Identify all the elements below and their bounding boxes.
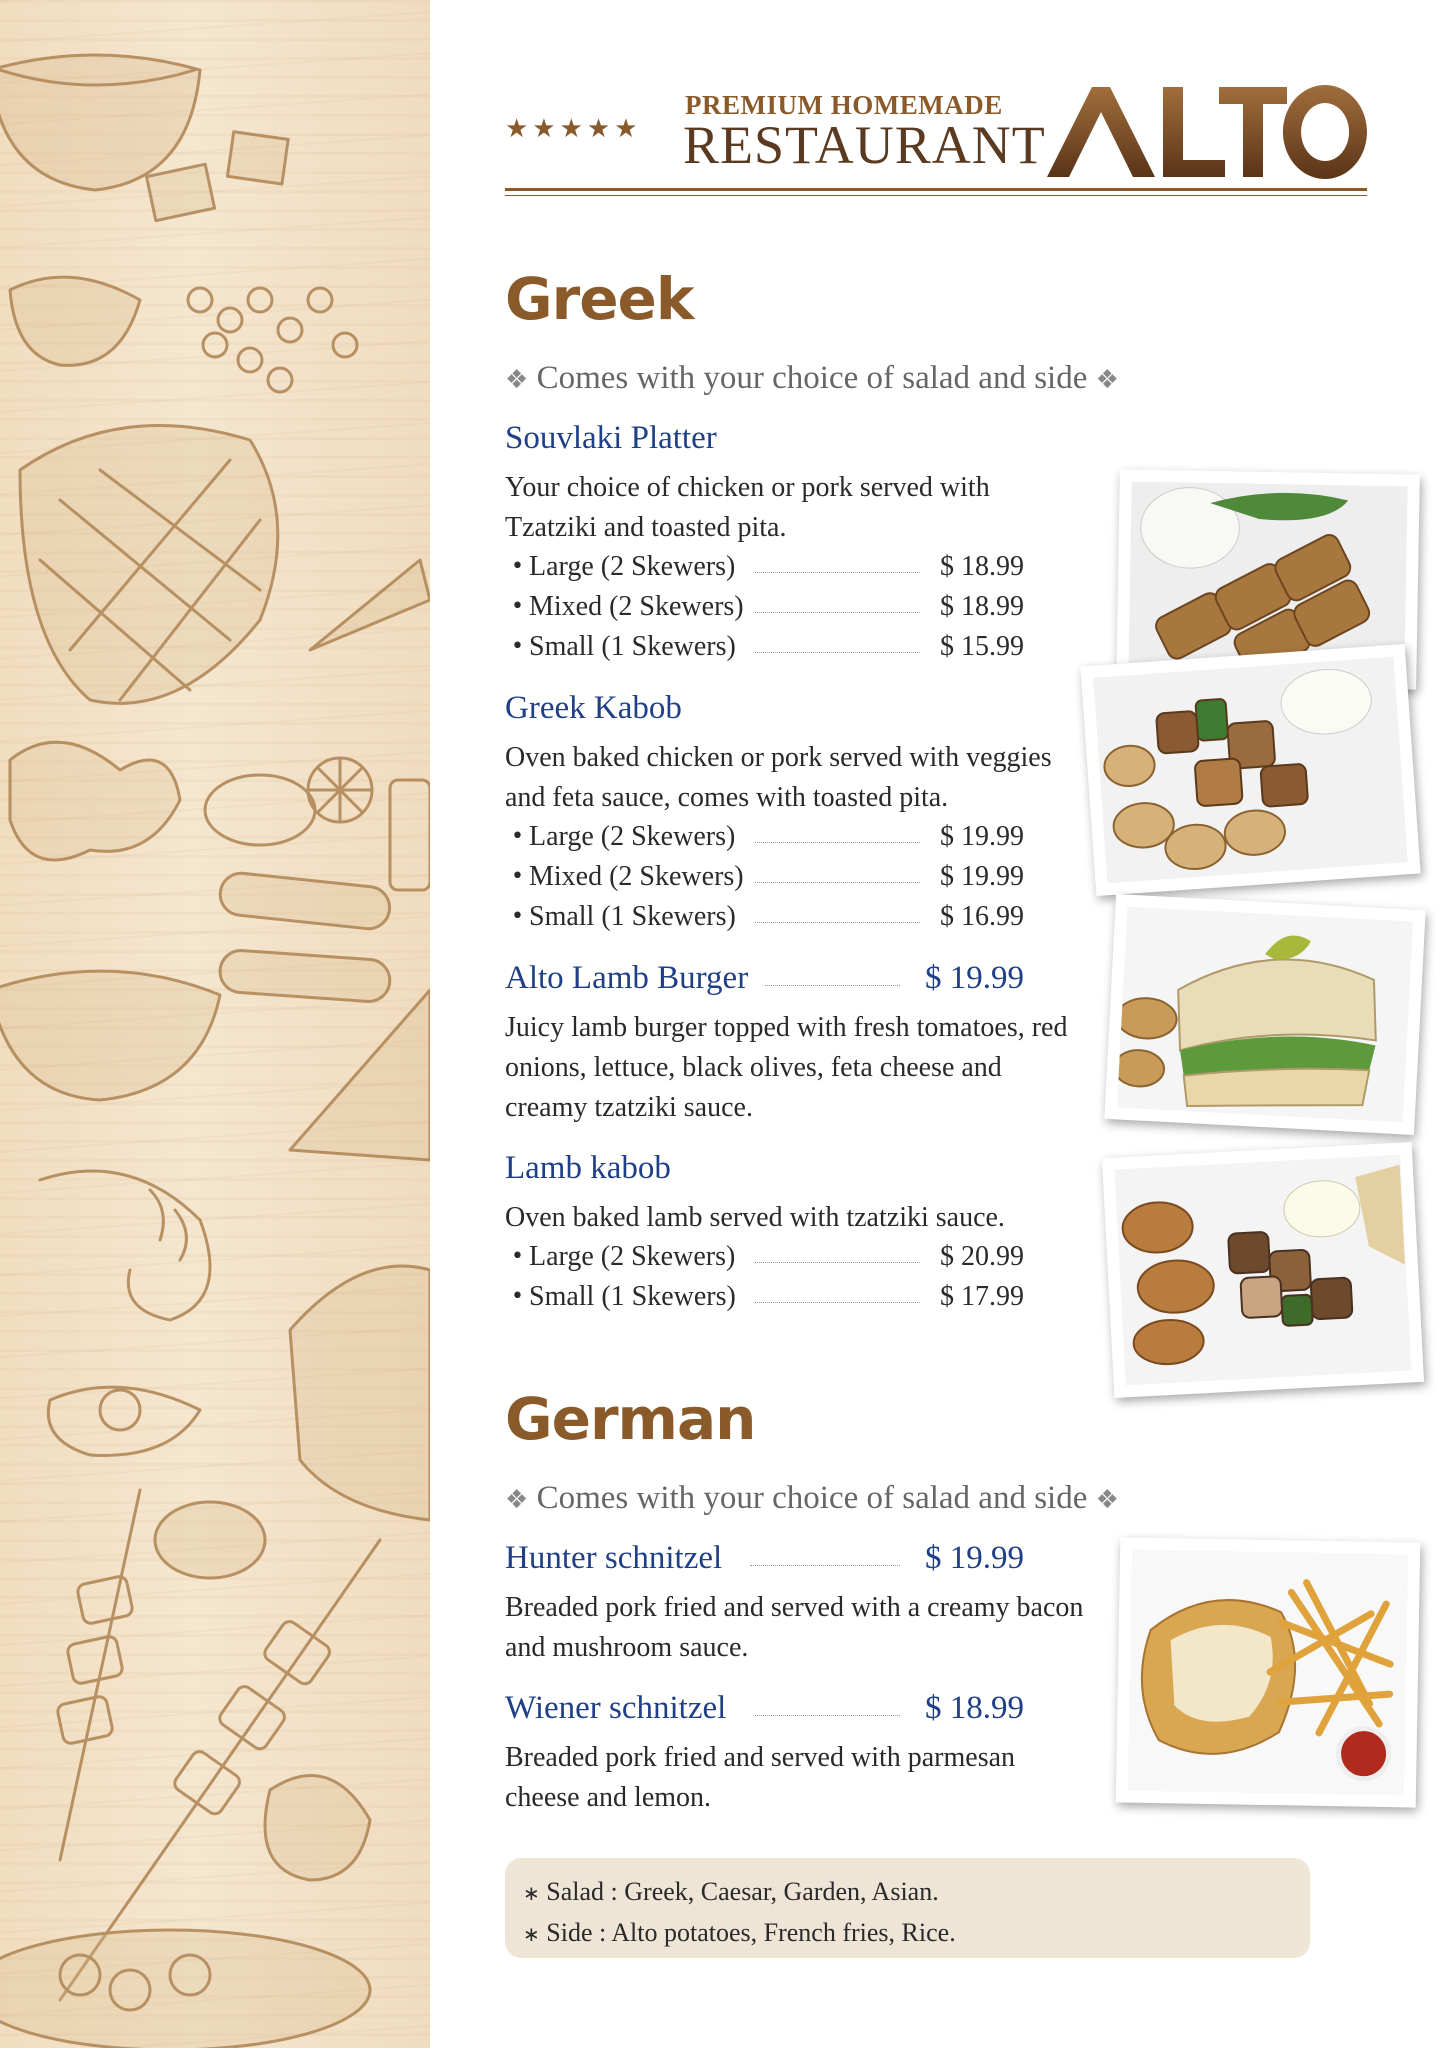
menu-item-name: Alto Lamb Burger [505, 960, 749, 996]
section-note-greek [505, 360, 1119, 397]
price-option [505, 817, 1025, 857]
menu-item-name: Hunter schnitzel [505, 1540, 723, 1576]
menu-item-description: Breaded pork fried and served with a creamy bacon and mushroom sauce. [505, 1592, 1084, 1663]
alto-logo [1047, 82, 1367, 182]
dotted-leader [750, 1565, 900, 1566]
bullet-icon: • [511, 864, 524, 889]
dotted-leader [755, 652, 920, 653]
section-title-greek: Greek [505, 265, 694, 333]
dotted-leader [755, 1262, 920, 1263]
price-option [505, 857, 1025, 897]
salad-note: ∗ Salad : Greek, Caesar, Garden, Asian. [523, 1877, 939, 1906]
bullet-icon: • [511, 1284, 524, 1309]
ornament-icon: ❖ [1095, 1485, 1119, 1515]
option-label: Large (2 Skewers) [529, 1241, 736, 1272]
option-price: $ 15.99 [940, 631, 1024, 662]
option-price: $ 17.99 [940, 1281, 1024, 1312]
bullet-icon: • [511, 824, 524, 849]
option-price: $ 18.99 [940, 591, 1024, 622]
menu-item-description: Your choice of chicken or pork served with Tzatziki and toasted pita. [505, 472, 990, 543]
ornament-icon: ❖ [505, 365, 529, 395]
option-price: $ 16.99 [940, 901, 1024, 932]
bullet-icon: • [511, 594, 524, 619]
dotted-leader [755, 882, 920, 883]
header-restaurant-word: RESTAURANT [683, 115, 1046, 175]
note-text: Comes with your choice of salad and side [536, 1480, 1088, 1516]
section-note-german [505, 1480, 1119, 1517]
menu-item-name: Greek Kabob [505, 690, 682, 726]
food-sketch-illustrations [0, 0, 430, 2048]
salad-side-notes [505, 1858, 1310, 1958]
lamb-burger-image [1117, 907, 1413, 1123]
greek-kabob-image [1093, 657, 1408, 883]
lamb-kabob-photo [1102, 1142, 1424, 1398]
option-label: Small (1 Skewers) [529, 901, 736, 932]
note-text: Comes with your choice of salad and side [536, 360, 1088, 396]
side-note: ∗ Side : Alto potatoes, French fries, Rice. [523, 1918, 956, 1947]
option-label: Large (2 Skewers) [529, 821, 736, 852]
bullet-icon: • [511, 634, 524, 659]
menu-item-price: $ 19.99 [925, 960, 1024, 996]
bullet-icon: • [511, 1244, 524, 1269]
menu-item-name: Wiener schnitzel [505, 1690, 727, 1726]
menu-item-price: $ 19.99 [925, 1540, 1024, 1576]
option-price: $ 19.99 [940, 861, 1024, 892]
decorative-wood-panel [0, 0, 430, 2048]
option-label: Large (2 Skewers) [529, 551, 736, 582]
dotted-leader [765, 985, 900, 986]
ornament-icon: ❖ [505, 1485, 529, 1515]
option-price: $ 20.99 [940, 1241, 1024, 1272]
dotted-leader [755, 1302, 920, 1303]
menu-item-name: Souvlaki Platter [505, 420, 717, 456]
dotted-leader [755, 922, 920, 923]
section-title-german: German [505, 1385, 756, 1453]
menu-item-description: Oven baked lamb served with tzatziki sauce. [505, 1202, 1005, 1233]
dotted-leader [755, 612, 920, 613]
menu-item-price: $ 18.99 [925, 1690, 1024, 1726]
asterisk-icon: ∗ [523, 1881, 540, 1905]
lamb-kabob-image [1115, 1155, 1412, 1386]
schnitzel-image [1128, 1550, 1408, 1796]
schnitzel-photo [1116, 1537, 1421, 1807]
price-option [505, 897, 1025, 937]
option-price: $ 19.99 [940, 821, 1024, 852]
price-option [505, 1237, 1025, 1277]
header-divider [505, 188, 1367, 196]
price-option [505, 627, 1025, 667]
option-price: $ 18.99 [940, 551, 1024, 582]
header-tagline: PREMIUM HOMEMADE [685, 90, 1003, 120]
price-option [505, 587, 1025, 627]
option-label: Mixed (2 Skewers) [529, 591, 744, 622]
price-option [505, 1277, 1025, 1317]
bullet-icon: • [511, 904, 524, 929]
dotted-leader [755, 842, 920, 843]
ornament-icon: ❖ [1095, 365, 1119, 395]
menu-item-description: Oven baked chicken or pork served with veggies and feta sauce, comes with toasted pita. [505, 742, 1052, 813]
lamb-burger-photo [1104, 894, 1425, 1135]
option-label: Small (1 Skewers) [529, 1281, 736, 1312]
restaurant-header [505, 78, 1367, 198]
option-label: Mixed (2 Skewers) [529, 861, 744, 892]
greek-kabob-photo [1080, 644, 1420, 896]
bullet-icon: • [511, 554, 524, 579]
asterisk-icon: ∗ [523, 1922, 540, 1946]
menu-item-description: Breaded pork fried and served with parmesan cheese and lemon. [505, 1742, 1016, 1813]
menu-item-description: Juicy lamb burger topped with fresh tomatoes, red onions, lettuce, black olives, feta cheese and creamy tzatziki sauce. [505, 1012, 1068, 1123]
option-label: Small (1 Skewers) [529, 631, 736, 662]
menu-item-name: Lamb kabob [505, 1150, 671, 1186]
dotted-leader [755, 1715, 900, 1716]
dotted-leader [755, 572, 920, 573]
price-option [505, 547, 1025, 587]
rating-stars: ★★★★★ [505, 114, 642, 144]
